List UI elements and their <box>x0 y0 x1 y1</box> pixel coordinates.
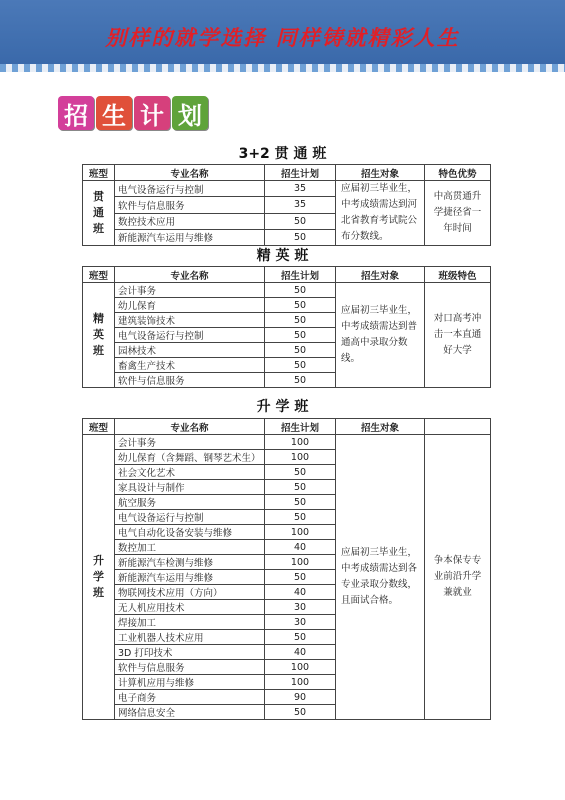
plan-cell: 35 <box>265 197 336 213</box>
plan-cell: 50 <box>265 373 336 388</box>
major-cell: 畜禽生产技术 <box>115 358 265 373</box>
plan-cell: 40 <box>265 540 336 555</box>
major-cell: 物联网技术应用（方向） <box>115 585 265 600</box>
col-header-feature: 特色优势 <box>425 165 491 181</box>
major-cell: 数控技术应用 <box>115 213 265 229</box>
major-cell: 电气设备运行与控制 <box>115 328 265 343</box>
plan-cell: 100 <box>265 450 336 465</box>
plan-cell: 50 <box>265 213 336 229</box>
major-cell: 园林技术 <box>115 343 265 358</box>
col-header-type: 班型 <box>83 419 115 435</box>
major-cell: 焊接加工 <box>115 615 265 630</box>
table-header-row <box>83 165 491 181</box>
plan-cell: 50 <box>265 465 336 480</box>
col-header-major: 专业名称 <box>115 165 265 181</box>
table-row <box>83 283 491 298</box>
banner-slogan: 别样的就学选择 同样铸就精彩人生 <box>105 25 460 50</box>
title-char-0: 招 <box>58 96 94 130</box>
major-cell: 数控加工 <box>115 540 265 555</box>
class-type-cell <box>83 435 115 720</box>
table-header-row <box>83 267 491 283</box>
plan-cell: 100 <box>265 675 336 690</box>
col-header-plan: 招生计划 <box>265 165 336 181</box>
section-heading-jingying: 精 英 班 <box>256 248 309 264</box>
col-header-target: 招生对象 <box>336 419 425 435</box>
feature-cell <box>425 435 491 720</box>
title-char-3: 划 <box>172 96 208 130</box>
plan-cell: 40 <box>265 645 336 660</box>
plan-cell: 50 <box>265 495 336 510</box>
col-header-plan: 招生计划 <box>265 419 336 435</box>
major-cell: 幼儿保育 <box>115 298 265 313</box>
major-cell: 电子商务 <box>115 690 265 705</box>
plan-cell: 30 <box>265 600 336 615</box>
major-cell: 幼儿保育（含舞蹈、钢琴艺术生） <box>115 450 265 465</box>
plan-cell: 50 <box>265 358 336 373</box>
col-header-type: 班型 <box>83 165 115 181</box>
plan-cell: 100 <box>265 555 336 570</box>
table-jingying <box>82 266 491 388</box>
section-heading-shengxue: 升 学 班 <box>256 399 309 415</box>
section-heading-guantong: 3+2 贯 通 班 <box>238 146 327 162</box>
target-cell: 应届初三毕业生，中考成绩需达到各专业录取分数线，且面试合格。 <box>336 435 425 720</box>
major-cell: 无人机应用技术 <box>115 600 265 615</box>
major-cell: 新能源汽车运用与维修 <box>115 570 265 585</box>
plan-cell: 90 <box>265 690 336 705</box>
major-cell: 新能源汽车检测与维修 <box>115 555 265 570</box>
target-cell: 应届初三毕业生，中考成绩需达到普通高中录取分数线。 <box>336 283 425 388</box>
plan-cell: 50 <box>265 229 336 245</box>
table-row <box>83 181 491 197</box>
col-header-type: 班型 <box>83 267 115 283</box>
plan-cell: 40 <box>265 585 336 600</box>
col-header-target: 招生对象 <box>336 165 425 181</box>
major-cell: 社会文化艺术 <box>115 465 265 480</box>
major-cell: 计算机应用与维修 <box>115 675 265 690</box>
plan-cell: 50 <box>265 343 336 358</box>
plan-cell: 100 <box>265 525 336 540</box>
major-cell: 软件与信息服务 <box>115 660 265 675</box>
col-header-class-feature: 班级特色 <box>425 267 491 283</box>
major-cell: 3D 打印技术 <box>115 645 265 660</box>
major-cell: 网络信息安全 <box>115 705 265 720</box>
title-char-1: 生 <box>96 96 132 130</box>
col-header-major: 专业名称 <box>115 419 265 435</box>
header-banner <box>0 0 565 64</box>
col-header-plan: 招生计划 <box>265 267 336 283</box>
major-cell: 会计事务 <box>115 435 265 450</box>
plan-cell: 50 <box>265 630 336 645</box>
feature-text: 争本保专专业前沿升学兼就业 <box>433 555 482 598</box>
major-cell: 新能源汽车运用与维修 <box>115 229 265 245</box>
plan-cell: 50 <box>265 283 336 298</box>
plan-cell: 30 <box>265 615 336 630</box>
plan-cell: 100 <box>265 660 336 675</box>
feature-cell <box>425 283 491 388</box>
class-type-label: 精英班 <box>93 312 104 357</box>
class-type-cell <box>83 181 115 246</box>
plan-cell: 50 <box>265 298 336 313</box>
feature-cell <box>425 181 491 246</box>
col-header-empty <box>425 419 491 435</box>
major-cell: 电气设备运行与控制 <box>115 181 265 197</box>
table-guantong <box>82 164 491 246</box>
col-header-major: 专业名称 <box>115 267 265 283</box>
col-header-target: 招生对象 <box>336 267 425 283</box>
plan-cell: 50 <box>265 570 336 585</box>
plan-cell: 50 <box>265 480 336 495</box>
page-title <box>58 96 208 130</box>
plan-cell: 50 <box>265 510 336 525</box>
feature-text: 对口高考冲击一本直通好大学 <box>433 313 482 356</box>
feature-text: 中高贯通升学捷径省一年时间 <box>433 191 482 234</box>
plan-cell: 50 <box>265 313 336 328</box>
title-char-2: 计 <box>134 96 170 130</box>
plan-cell: 50 <box>265 328 336 343</box>
major-cell: 电气设备运行与控制 <box>115 510 265 525</box>
major-cell: 航空服务 <box>115 495 265 510</box>
major-cell: 会计事务 <box>115 283 265 298</box>
major-cell: 软件与信息服务 <box>115 197 265 213</box>
class-type-label: 贯通班 <box>93 190 104 235</box>
table-shengxue <box>82 418 491 720</box>
decorative-stripe <box>0 64 565 72</box>
major-cell: 家具设计与制作 <box>115 480 265 495</box>
plan-cell: 100 <box>265 435 336 450</box>
class-type-cell <box>83 283 115 388</box>
class-type-label: 升学班 <box>93 554 104 599</box>
major-cell: 软件与信息服务 <box>115 373 265 388</box>
major-cell: 建筑装饰技术 <box>115 313 265 328</box>
plan-cell: 35 <box>265 181 336 197</box>
major-cell: 工业机器人技术应用 <box>115 630 265 645</box>
plan-cell: 50 <box>265 705 336 720</box>
table-header-row <box>83 419 491 435</box>
table-row <box>83 435 491 450</box>
major-cell: 电气自动化设备安装与维修 <box>115 525 265 540</box>
target-cell: 应届初三毕业生，中考成绩需达到河北省教育考试院公布分数线。 <box>336 181 425 246</box>
